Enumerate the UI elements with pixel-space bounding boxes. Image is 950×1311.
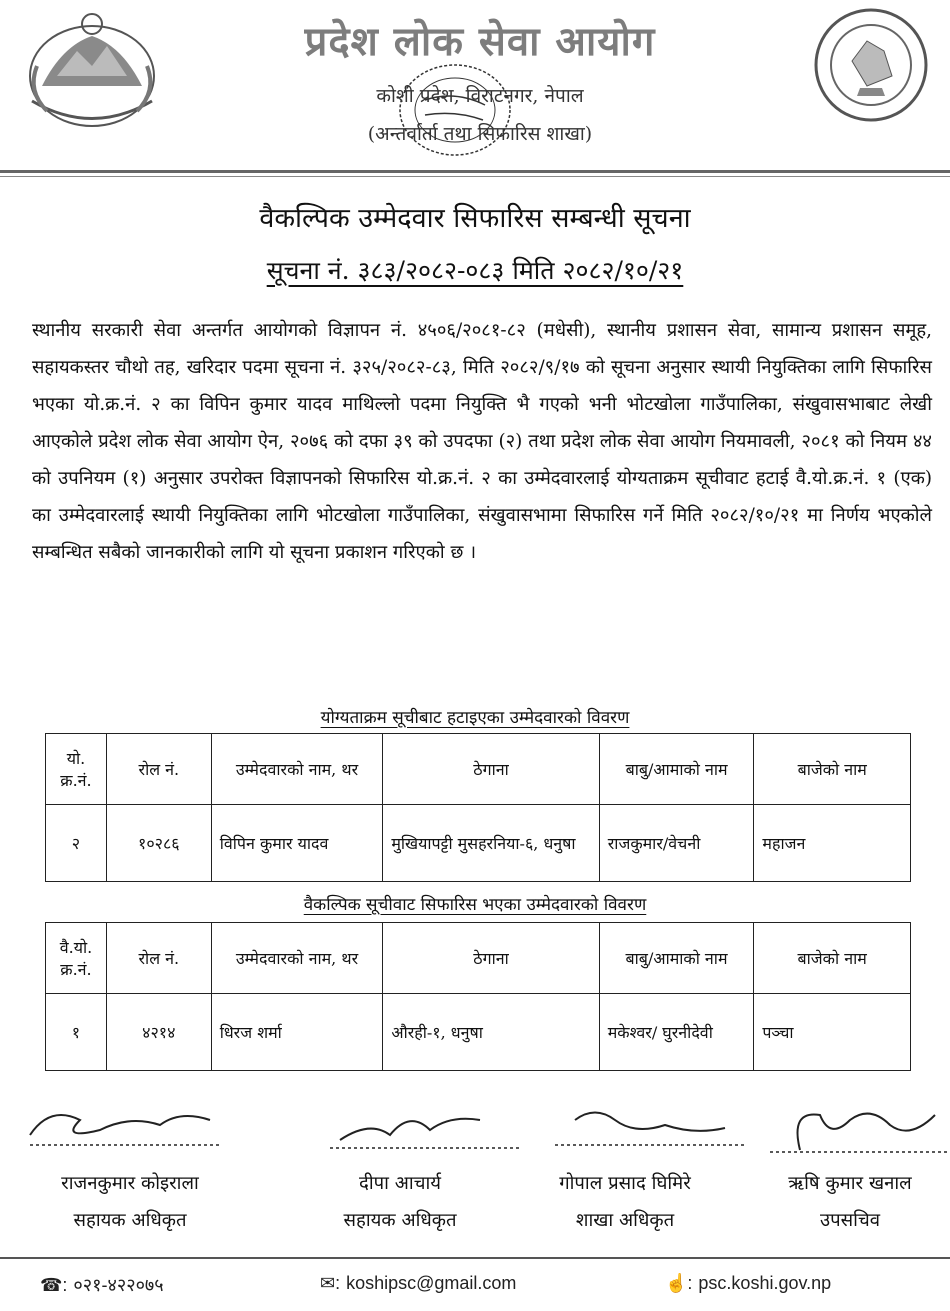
table1-caption: योग्यताक्रम सूचीबाट हटाइएका उम्मेदवारको विवरण xyxy=(320,708,630,728)
cell-serial: १ xyxy=(46,994,107,1071)
header-rule xyxy=(0,170,950,173)
cell-parents: मकेश्वर/ घुरनीदेवी xyxy=(599,994,754,1071)
table-row xyxy=(46,805,911,882)
signatory-name-3: गोपाल प्रसाद घिमिरे xyxy=(559,1173,691,1194)
col-roll-header: रोल नं. xyxy=(106,923,211,994)
col-grandfather-header: बाजेको नाम xyxy=(754,923,911,994)
notice-number-line: सूचना नं. ३८३/२०८२-०८३ मिति २०८२/१०/२१ xyxy=(266,256,684,285)
col-address-header: ठेगाना xyxy=(383,923,599,994)
signatory-name-4: ऋषि कुमार खनाल xyxy=(788,1173,912,1194)
table-header-row xyxy=(46,923,911,994)
office-seal-stamp xyxy=(395,60,515,160)
nepal-emblem-logo xyxy=(22,6,162,131)
signature-2 xyxy=(320,1100,540,1160)
cell-serial: २ xyxy=(46,805,107,882)
telephone-icon: ☎: xyxy=(40,1274,68,1295)
col-parents-header: बाबु/आमाको नाम xyxy=(599,923,754,994)
signature-4 xyxy=(760,1100,950,1160)
commission-logo xyxy=(812,6,930,124)
col-parents-header: बाबु/आमाको नाम xyxy=(599,734,754,805)
cell-address: मुखियापट्टी मुसहरनिया-६, धनुषा xyxy=(383,805,599,882)
table-row xyxy=(46,994,911,1071)
letterhead xyxy=(0,0,950,170)
cell-name: विपिन कुमार यादव xyxy=(211,805,383,882)
envelope-icon: ✉: xyxy=(320,1273,341,1293)
col-serial-header: वै.यो. क्र.नं. xyxy=(46,923,107,994)
footer-website xyxy=(665,1273,831,1294)
signatory-designation-1: सहायक अधिकृत xyxy=(73,1210,187,1231)
table2-caption: वैकल्पिक सूचीवाट सिफारिस भएका उम्मेदवारको विवरण xyxy=(303,895,647,915)
website-url[interactable]: psc.koshi.gov.np xyxy=(698,1273,832,1293)
cell-roll: ४२१४ xyxy=(106,994,211,1071)
footer-phone xyxy=(40,1273,164,1297)
signature-1 xyxy=(20,1100,240,1160)
pointer-hand-icon: ☝: xyxy=(665,1273,693,1293)
signatory-designation-4: उपसचिव xyxy=(820,1210,880,1231)
table-header-row xyxy=(46,734,911,805)
signatory-name-1: राजनकुमार कोइराला xyxy=(61,1173,199,1194)
email-address[interactable]: koshipsc@gmail.com xyxy=(346,1273,517,1293)
notice-title: वैकल्पिक उम्मेदवार सिफारिस सम्बन्धी सूचना xyxy=(259,203,691,234)
header-rule-thin xyxy=(0,176,950,177)
footer-rule xyxy=(0,1257,950,1259)
cell-name: धिरज शर्मा xyxy=(211,994,383,1071)
cell-grandfather: महाजन xyxy=(754,805,911,882)
signatory-name-2: दीपा आचार्य xyxy=(359,1173,441,1194)
signatory-designation-2: सहायक अधिकृत xyxy=(343,1210,457,1231)
organization-name: प्रदेश लोक सेवा आयोग xyxy=(304,18,656,65)
notice-body: स्थानीय सरकारी सेवा अन्तर्गत आयोगको विज्ञापन नं. ४५०६/२०८१-८२ (मधेसी), स्थानीय प्रशासन सेवा, सामान्य प्रशासन समूह, सहायकस्तर चौथो तह, खरिदार पदमा सूचना नं. ३२५/२०८२-८३, मिति २०८२/९/१७ को सूचना अनुसार स्थायी नियुक्तिका लागि सिफारिस भएका यो.क्र.नं. २ का विपिन कुमार यादव माथिल्लो पदमा नियुक्ति भै गएको भनी भोटखोला गाउँपालिका, संखुवासभाबाट लेखी आएकोले प्रदेश लोक सेवा आयोग ऐन, २०७६ को दफा ३९ को उपदफा (२) तथा प्रदेश लोक सेवा आयोग नियमावली, २०८१ को नियम ४४ को उपनियम (१) अनुसार उपरोक्त विज्ञापनको सिफारिस यो.क्र.नं. २ का उम्मेदवारलाई योग्यताक्रम सूचीवाट हटाई वै.यो.क्र.नं. १ (एक) का उम्मेदवारलाई स्थायी नियुक्तिका लागि भोटखोला गाउँपालिका, संखुवासभामा सिफारिस गर्ने मिति २०८२/१०/२१ मा निर्णय भएकोले सम्बन्धित सबैको जानकारीको लागि यो सूचना प्रकाशन गरिएको छ । xyxy=(32,320,932,563)
col-name-header: उम्मेदवारको नाम, थर xyxy=(211,734,383,805)
organization-address: कोशी प्रदेश, विराटनगर, नेपाल xyxy=(376,85,584,107)
recommended-candidate-table xyxy=(45,922,911,1071)
organization-branch: (अन्तर्वार्ता तथा सिफारिस शाखा) xyxy=(367,123,593,145)
footer-email xyxy=(320,1273,516,1294)
cell-grandfather: पञ्चा xyxy=(754,994,911,1071)
signatory-designation-3: शाखा अधिकृत xyxy=(575,1210,675,1231)
cell-address: औरही-१, धनुषा xyxy=(383,994,599,1071)
cell-roll: १०२८६ xyxy=(106,805,211,882)
signature-3 xyxy=(545,1100,765,1160)
col-roll-header: रोल नं. xyxy=(106,734,211,805)
cell-parents: राजकुमार/वेचनी xyxy=(599,805,754,882)
col-name-header: उम्मेदवारको नाम, थर xyxy=(211,923,383,994)
col-address-header: ठेगाना xyxy=(383,734,599,805)
col-grandfather-header: बाजेको नाम xyxy=(754,734,911,805)
removed-candidate-table xyxy=(45,733,911,882)
phone-number: ०२१-४२२०७५ xyxy=(73,1275,164,1295)
col-serial-header: यो. क्र.नं. xyxy=(46,734,107,805)
